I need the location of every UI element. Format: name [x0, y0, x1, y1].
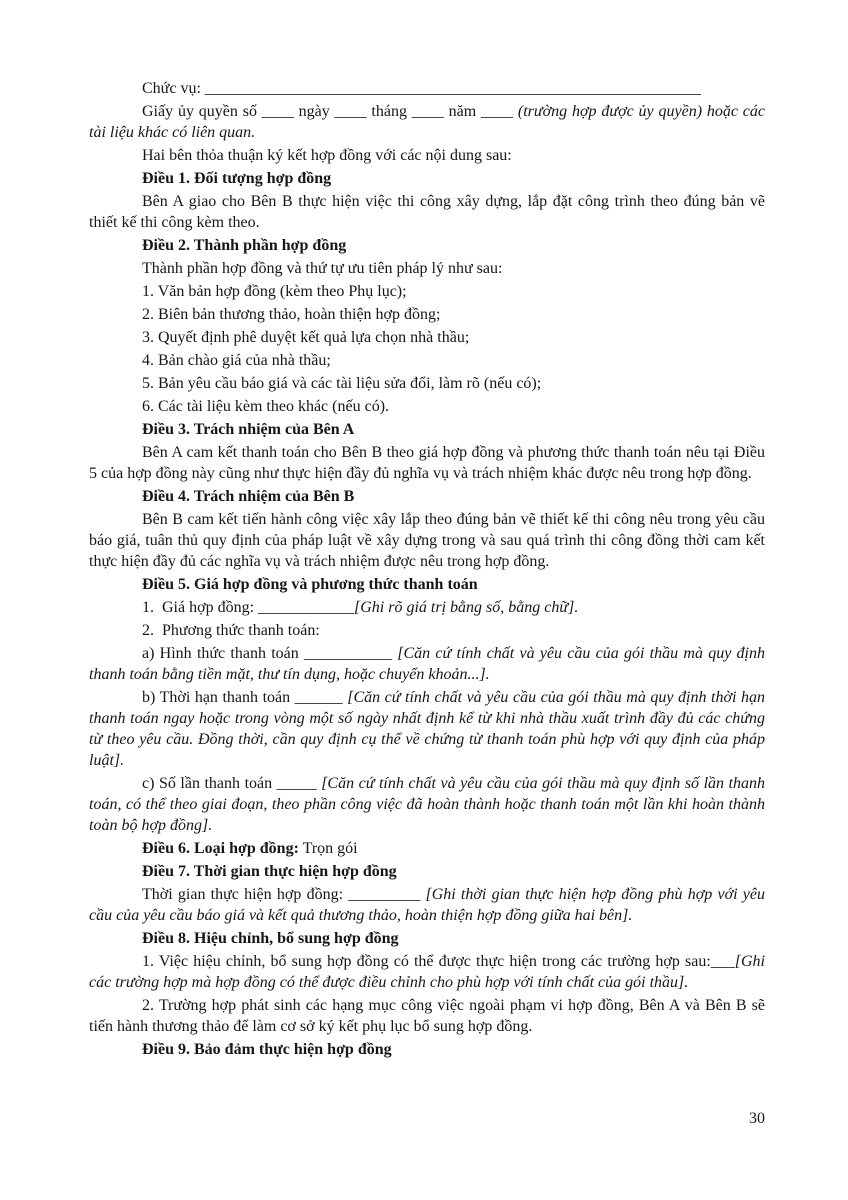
text-run: Điều 9. Bảo đảm thực hiện hợp đồng [142, 1041, 392, 1058]
text-run: Điều 8. Hiệu chỉnh, bổ sung hợp đồng [142, 930, 399, 947]
heading-dieu-3 [89, 419, 765, 440]
heading-dieu-1 [89, 168, 765, 189]
text-run: 1. Văn bản hợp đồng (kèm theo Phụ lục); [142, 283, 407, 300]
para-phuong-thuc-thanh-toan [89, 620, 765, 641]
text-run: 2. Phương thức thanh toán: [142, 622, 320, 639]
para-dieu-3-body [89, 442, 765, 484]
text-run: Bên B cam kết tiến hành công việc xây lắp theo đúng bản vẽ thiết kế thi công nêu trong yêu cầu báo giá, tuân thủ quy định của pháp luật về xây dựng trong và sau quá trình thi công đồng thời cam kết thực hiện đầy đủ các nghĩa vụ và trách nhiệm được nêu trong hợp đồng. [89, 511, 765, 570]
para-chuc-vu [89, 78, 765, 99]
para-hai-ben-thoa-thuan [89, 145, 765, 166]
para-dieu-8-2 [89, 995, 765, 1037]
text-run: [Căn cứ tính chất và yêu cầu của gói thầu mà quy định số lần thanh toán, có thể theo giai đoạn, theo phần công việc đã hoàn thành hoặc thanh toán một lần khi hoàn thành toàn bộ hợp đồng]. [89, 775, 766, 834]
text-run: Trọn gói [298, 840, 358, 857]
para-giay-uy-quyen [89, 101, 765, 143]
heading-dieu-6 [89, 838, 765, 859]
text-run: Điều 2. Thành phần hợp đồng [142, 237, 347, 254]
text-run: (trường hợp được ủy quyền) hoặc các tài liệu khác có liên quan. [89, 103, 766, 141]
text-run: 2. Trường hợp phát sinh các hạng mục công việc ngoài phạm vi hợp đồng, Bên A và Bên B sẽ tiến hành thương thảo để làm cơ sở ký kết phụ lục bổ sung hợp đồng. [89, 997, 765, 1035]
para-dieu-2-intro [89, 258, 765, 279]
para-dieu-7-body [89, 884, 765, 926]
text-run: [Căn cứ tính chất và yêu cầu của gói thầu mà quy định thanh toán bằng tiền mặt, thư tín dụng, hoặc chuyển khoản...]. [89, 645, 765, 683]
document-body [89, 78, 765, 1062]
text-run: Thời gian thực hiện hợp đồng: _________ [142, 886, 426, 903]
text-run: Điều 6. Loại hợp đồng: [142, 840, 299, 857]
text-run: [Ghi các trường hợp mà hợp đồng có thể được điều chỉnh cho phù hợp với tính chất của gói thầu]. [89, 953, 765, 991]
text-run: 5. Bản yêu cầu báo giá và các tài liệu sửa đổi, làm rõ (nếu có); [142, 375, 542, 392]
text-run: 4. Bản chào giá của nhà thầu; [142, 352, 331, 369]
text-run: Bên A giao cho Bên B thực hiện việc thi công xây dựng, lắp đặt công trình theo đúng bản vẽ thiết kế thi công kèm theo. [89, 193, 765, 231]
text-run: Điều 3. Trách nhiệm của Bên A [142, 421, 355, 438]
para-dieu-1-body [89, 191, 765, 233]
heading-dieu-8 [89, 928, 765, 949]
text-run: Bên A cam kết thanh toán cho Bên B theo giá hợp đồng và phương thức thanh toán nêu tại Điều 5 của hợp đồng này cũng như thực hiện đầy đủ nghĩa vụ và trách nhiệm khác được nêu trong hợp đồng. [89, 444, 765, 482]
para-thoi-han-thanh-toan [89, 687, 765, 771]
text-run: 6. Các tài liệu kèm theo khác (nếu có). [142, 398, 390, 415]
text-run: c) Số lần thanh toán _____ [142, 775, 322, 792]
list-item-4 [89, 350, 765, 371]
para-hinh-thuc-thanh-toan [89, 643, 765, 685]
heading-dieu-4 [89, 486, 765, 507]
para-so-lan-thanh-toan [89, 773, 765, 836]
heading-dieu-5 [89, 574, 765, 595]
text-run: Điều 1. Đối tượng hợp đồng [142, 170, 332, 187]
para-dieu-4-body [89, 509, 765, 572]
heading-dieu-7 [89, 861, 765, 882]
text-run: Hai bên thỏa thuận ký kết hợp đồng với các nội dung sau: [142, 147, 512, 164]
para-dieu-8-1 [89, 951, 765, 993]
text-run: Chức vụ: ______________________________________________________________ [142, 80, 701, 97]
heading-dieu-2 [89, 235, 765, 256]
text-run: Điều 5. Giá hợp đồng và phương thức thanh toán [142, 576, 478, 593]
text-run: [Căn cứ tính chất và yêu cầu của gói thầu mà quy định thời hạn thanh toán ngay hoặc trong vòng một số ngày nhất định kể từ khi nhà thầu xuất trình đầy đủ các chứng từ theo yêu cầu. Đồng thời, cần quy định cụ thể về chứng từ thanh toán phù hợp với quy định của pháp luật]. [89, 689, 766, 769]
para-gia-hop-dong [89, 597, 765, 618]
text-run: 3. Quyết định phê duyệt kết quả lựa chọn nhà thầu; [142, 329, 470, 346]
text-run: Điều 7. Thời gian thực hiện hợp đồng [142, 863, 397, 880]
text-run: [Ghi rõ giá trị bằng số, bằng chữ]. [354, 599, 579, 616]
text-run: [Ghi thời gian thực hiện hợp đồng phù hợp với yêu cầu của yêu cầu báo giá và kết quả thương thảo, hoàn thiện hợp đồng giữa hai bên]. [89, 886, 765, 924]
text-run: b) Thời hạn thanh toán ______ [142, 689, 348, 706]
page-number: 30 [749, 1110, 765, 1127]
text-run: 1. Việc hiệu chỉnh, bổ sung hợp đồng có thể được thực hiện trong các trường hợp sau:___ [142, 953, 735, 970]
text-run: Điều 4. Trách nhiệm của Bên B [142, 488, 355, 505]
list-item-2 [89, 304, 765, 325]
text-run: a) Hình thức thanh toán ___________ [142, 645, 398, 662]
heading-dieu-9 [89, 1039, 765, 1060]
text-run: 1. Giá hợp đồng: ____________ [142, 599, 355, 616]
text-run: 2. Biên bản thương thảo, hoàn thiện hợp đồng; [142, 306, 441, 323]
list-item-5 [89, 373, 765, 394]
list-item-3 [89, 327, 765, 348]
list-item-6 [89, 396, 765, 417]
text-run: Thành phần hợp đồng và thứ tự ưu tiên pháp lý như sau: [142, 260, 503, 277]
text-run: Giấy ủy quyền số ____ ngày ____ tháng ____ năm ____ [142, 103, 518, 120]
list-item-1 [89, 281, 765, 302]
